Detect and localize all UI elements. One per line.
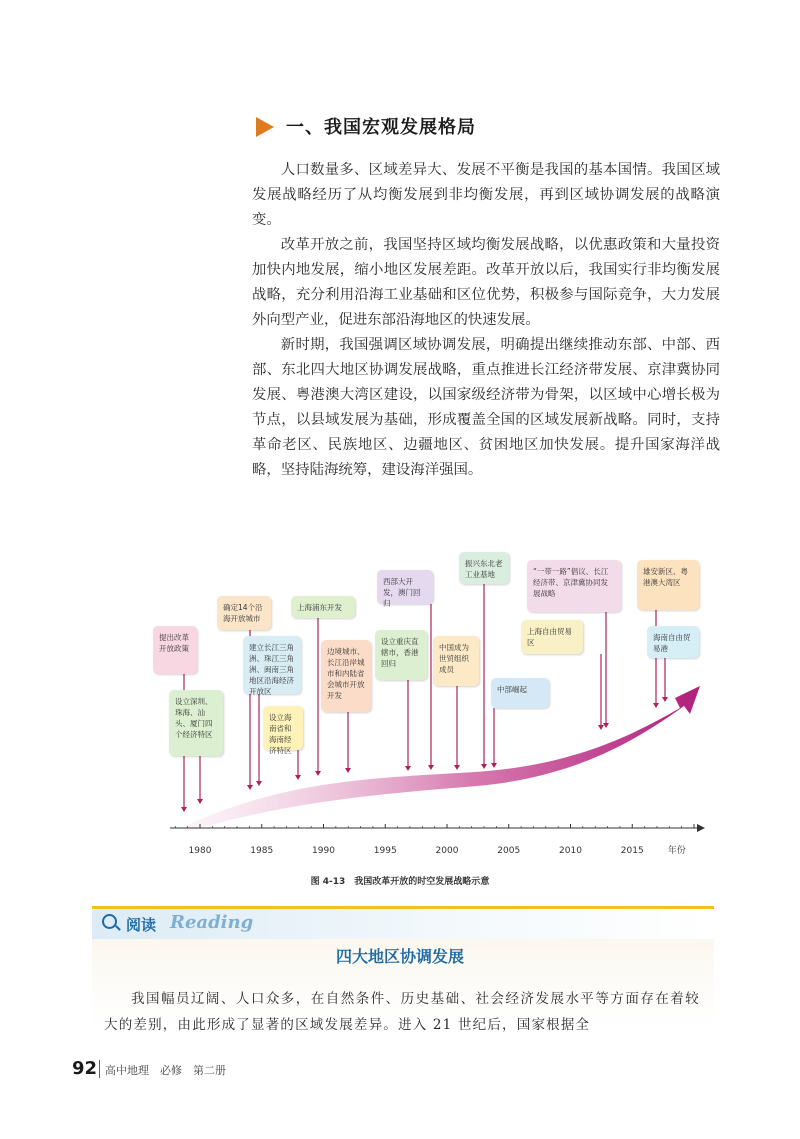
event-box: “一带一路”倡议、长江经济带、京津冀协同发展战略 [527, 560, 621, 612]
event-stem-arrowhead [653, 703, 659, 708]
event-stem-arrowhead [481, 764, 487, 769]
magnifier-icon [102, 914, 117, 929]
triangle-bullet-icon [256, 117, 274, 137]
year-tick-label: 2005 [497, 846, 521, 856]
page-number: 92 [72, 1058, 98, 1079]
body-text [252, 158, 720, 483]
year-tick-label: 1980 [188, 846, 212, 856]
event-stem-arrowhead [662, 697, 668, 702]
event-box: 西部大开发，澳门回归 [377, 570, 433, 604]
event-stem-arrowhead [598, 725, 604, 730]
growth-arrow [185, 686, 700, 832]
event-box: 边境城市、长江沿岸城市和内陆省会城市开放开发 [321, 640, 371, 712]
event-stem-arrowhead [345, 768, 351, 773]
book-title: 高中地理 必修 第二册 [105, 1064, 226, 1077]
axis-ticks [175, 824, 694, 856]
event-stem-arrowhead [181, 807, 187, 812]
event-stem-arrowhead [428, 765, 434, 770]
event-stem-arrowhead [603, 723, 609, 728]
paragraph: 新时期，我国强调区域协调发展，明确提出继续推动东部、中部、西部、东北四大地区协调发展战略，重点推进长江经济带发展、京津冀协同发展、粤港澳大湾区建设，以国家级经济带为骨架，以区域中心增长极为节点，以县域发展为基础，形成覆盖全国的区域发展新战略。同时，支持革命老区、民族地区、边疆地区、贫困地区加快发展。提升国家海洋战略，坚持陆海统筹，建设海洋强国。 [252, 337, 720, 478]
event-stem-arrowhead [315, 771, 321, 776]
event-stem-arrowhead [197, 799, 203, 804]
event-box: 雄安新区、粤港澳大湾区 [637, 560, 699, 610]
reading-header [92, 906, 714, 939]
year-tick-label: 1995 [373, 846, 397, 856]
year-tick-label: 2000 [435, 846, 459, 856]
event-stem-arrowhead [405, 766, 411, 771]
event-stem-arrowhead [295, 775, 301, 780]
event-box: 设立重庆直辖市，香港回归 [375, 630, 427, 680]
paragraph: 人口数量多、区域差异大、发展不平衡是我国的基本国情。我国区域发展战略经历了从均衡发展到非均衡发展，再到区域协调发展的战略演变。 [252, 162, 720, 228]
event-stem-arrowhead [256, 781, 262, 786]
timeline-figure [145, 540, 715, 880]
event-box: 中国成为世贸组织成员 [433, 636, 479, 686]
event-box: 海南自由贸易港 [647, 626, 699, 658]
axis-unit-label: 年份 [667, 846, 686, 856]
event-box: 建立长江三角洲、珠江三角洲、闽南三角地区沿海经济开放区 [243, 636, 301, 694]
year-tick-label: 1990 [312, 846, 335, 856]
event-box: 振兴东北老工业基地 [459, 552, 509, 584]
reading-text [104, 986, 700, 1038]
event-box: 上海自由贸易区 [521, 620, 583, 654]
event-box: 提出改革开放政策 [153, 626, 197, 674]
event-box: 中部崛起 [491, 678, 549, 708]
year-tick-label: 1985 [250, 846, 274, 856]
reading-label-english: Reading [170, 912, 254, 933]
event-box: 上海浦东开发 [291, 596, 355, 618]
reading-title: 四大地区协调发展 [335, 947, 464, 966]
reading-paragraph: 我国幅员辽阔、人口众多，在自然条件、历史基础、社会经济发展水平等方面存在着较大的差别，由此形成了显著的区域发展差异。进入 21 世纪后，国家根据全 [104, 991, 700, 1033]
footer-divider [99, 1060, 100, 1078]
event-stem-arrowhead [247, 785, 253, 790]
axis-arrowhead [697, 824, 705, 832]
event-stem-arrowhead [491, 763, 497, 768]
event-box: 设立海南省和海南经济特区 [263, 706, 303, 750]
event-box: 确定14个沿海开放城市 [217, 596, 271, 630]
section-heading-text: 一、我国宏观发展格局 [286, 117, 476, 138]
event-stem-arrowhead [454, 765, 460, 770]
figure-caption: 图 4-13 我国改革开放的时空发展战略示意 [310, 877, 490, 887]
reading-label: 阅读 [126, 916, 157, 934]
section-heading [252, 112, 692, 142]
year-tick-label: 2010 [559, 846, 582, 856]
paragraph: 改革开放之前，我国坚持区域均衡发展战略，以优惠政策和大量投资加快内地发展，缩小地区发展差距。改革开放以后，我国实行非均衡发展战略，充分利用沿海工业基础和区位优势，积极参与国际竞争，大力发展外向型产业，促进东部沿海地区的快速发展。 [252, 237, 720, 328]
event-box: 设立深圳、珠海、汕头、厦门四个经济特区 [169, 690, 223, 756]
year-tick-label: 2015 [620, 846, 644, 856]
